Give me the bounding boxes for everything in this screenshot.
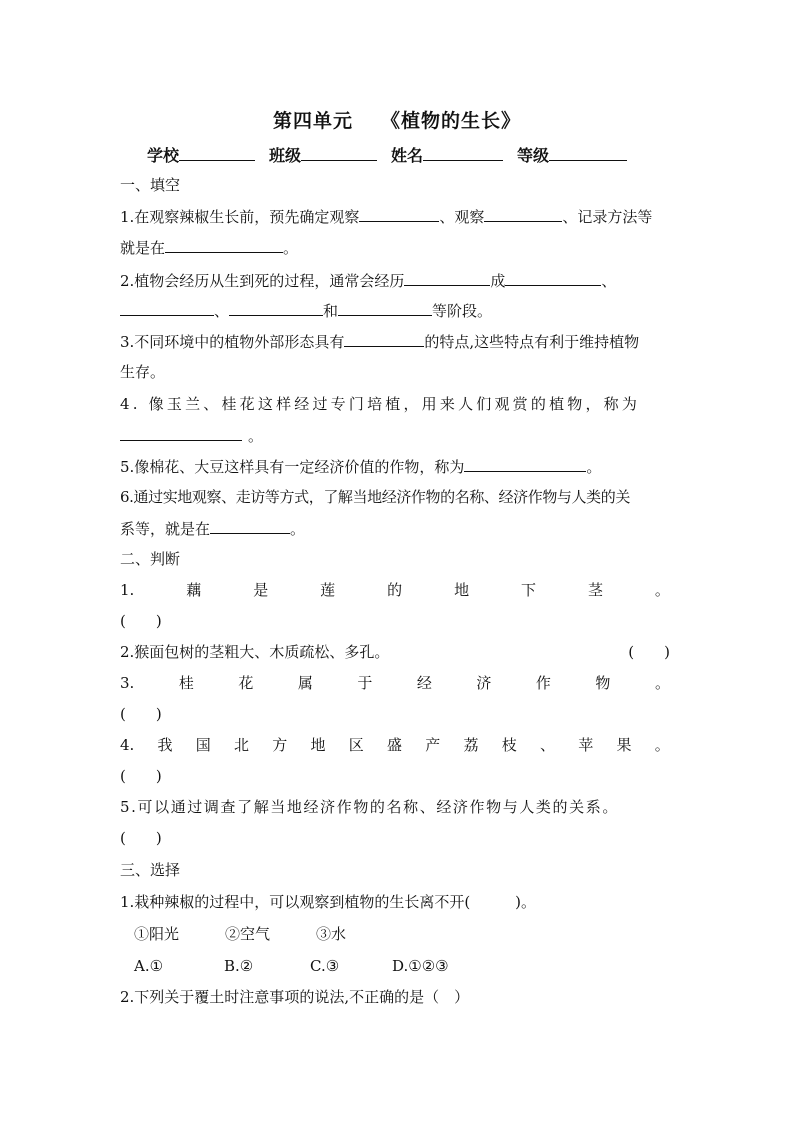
item-sunlight: ①阳光 <box>134 925 180 943</box>
section3-heading: 三、选择 <box>120 861 181 879</box>
q3-text-a: 3.不同环境中的植物外部形态具有 <box>120 333 345 351</box>
q6-text-c: 。 <box>290 520 306 538</box>
j3-char: 属 <box>297 674 313 692</box>
grade-blank[interactable] <box>549 145 627 161</box>
j1-char: 是 <box>253 581 269 599</box>
judge-1-line <box>120 580 670 600</box>
judge-2-answer-paren[interactable]: ( ) <box>628 643 670 661</box>
j3-char: 济 <box>476 674 492 692</box>
j4-char: 我 <box>157 736 173 754</box>
j3-char: 物 <box>595 674 611 692</box>
j1-char: 的 <box>387 581 403 599</box>
j4-char: 区 <box>348 736 364 754</box>
q6-text-b: 系等，就是在 <box>120 520 211 538</box>
q2-text-d: 、 <box>214 302 230 320</box>
q1-blank-1[interactable] <box>359 206 439 222</box>
j3-char: 3. <box>120 674 135 692</box>
question-1-line-1 <box>120 206 652 227</box>
judge-3-line <box>120 673 670 693</box>
j2-text: 2.猴面包树的茎粗大、木质疏松、多孔。 <box>120 643 390 661</box>
q3-blank-1[interactable] <box>344 331 424 347</box>
school-blank[interactable] <box>179 145 255 161</box>
choice-1-options <box>134 956 449 976</box>
judge-1-answer-paren[interactable]: ( ) <box>120 612 162 630</box>
j4-char: 4. <box>120 736 135 754</box>
j4-char: 苹 <box>578 736 594 754</box>
unit-title: 第四单元 <box>272 110 353 132</box>
j4-char: 荔 <box>463 736 479 754</box>
q2-text-f: 等阶段。 <box>432 302 493 320</box>
question-3-line-2: 生存。 <box>120 363 166 381</box>
j1-char: 1. <box>120 581 135 599</box>
q5-blank-1[interactable] <box>464 456 586 472</box>
j1-char: 莲 <box>320 581 336 599</box>
j1-char: 。 <box>654 581 670 599</box>
q1-text-d: 就是在 <box>120 239 166 257</box>
question-4-line-1: 4. 像玉兰、桂花这样经过专门培植，用来人们观赏的植物，称为 <box>120 395 641 413</box>
q1-text-e: 。 <box>283 239 299 257</box>
q2-blank-5[interactable] <box>338 300 432 316</box>
question-1-line-2 <box>120 237 298 258</box>
question-5 <box>120 456 601 477</box>
q5-text-a: 5.像棉花、大豆这样具有一定经济价值的作物，称为 <box>120 458 465 476</box>
option-d[interactable]: D.①②③ <box>392 957 449 975</box>
j4-char: 盛 <box>387 736 403 754</box>
j4-char: 枝 <box>501 736 517 754</box>
j3-char: 桂 <box>178 674 194 692</box>
q1-text-b: 、观察 <box>439 208 485 226</box>
grade-label: 等级 <box>517 146 550 165</box>
j3-char: 作 <box>535 674 551 692</box>
q2-blank-2[interactable] <box>505 270 601 286</box>
class-blank[interactable] <box>301 145 377 161</box>
student-info-row <box>147 143 627 166</box>
q1-blank-2[interactable] <box>484 206 562 222</box>
question-6-line-2 <box>120 518 305 539</box>
j3-char: 花 <box>238 674 254 692</box>
section1-heading: 一、填空 <box>120 176 181 194</box>
j4-char: 地 <box>310 736 326 754</box>
j3-char: 经 <box>416 674 432 692</box>
q2-blank-3[interactable] <box>120 300 214 316</box>
q1-text-c: 、记录方法等 <box>562 208 653 226</box>
question-6-line-1: 6.通过实地观察、走访等方式，了解当地经济作物的名称、经济作物与人类的关 <box>120 488 630 506</box>
q6-blank-1[interactable] <box>210 518 290 534</box>
lesson-title: 《植物的生长》 <box>381 110 522 132</box>
question-3-line-1 <box>120 331 639 352</box>
judge-2-line <box>120 642 670 662</box>
j4-char: 方 <box>272 736 288 754</box>
q2-blank-1[interactable] <box>404 270 490 286</box>
item-air: ②空气 <box>225 925 271 943</box>
q4-blank-1[interactable] <box>120 425 242 441</box>
q2-text-a: 2.植物会经历从生到死的过程，通常会经历 <box>120 272 405 290</box>
judge-3-answer-paren[interactable]: ( ) <box>120 705 162 723</box>
judge-4-line <box>120 735 670 755</box>
judge-5-line: 5.可以通过调查了解当地经济作物的名称、经济作物与人类的关系。 <box>120 798 619 816</box>
j1-char: 下 <box>521 581 537 599</box>
j3-char: 于 <box>357 674 373 692</box>
q2-text-b: 成 <box>490 272 506 290</box>
class-label: 班级 <box>269 146 302 165</box>
q2-text-c: 、 <box>601 272 617 290</box>
q1-text-a: 1.在观察辣椒生长前，预先确定观察 <box>120 208 360 226</box>
page-title <box>0 106 794 133</box>
j4-char: 北 <box>234 736 250 754</box>
q5-text-b: 。 <box>586 458 602 476</box>
choice-2-question: 2.下列关于覆土时注意事项的说法,不正确的是（ ） <box>120 988 470 1006</box>
q2-blank-4[interactable] <box>229 300 323 316</box>
school-label: 学校 <box>147 146 180 165</box>
q1-blank-3[interactable] <box>165 237 283 253</box>
judge-5-answer-paren[interactable]: ( ) <box>120 829 162 847</box>
item-water: ③水 <box>316 925 347 943</box>
choice-1-items <box>134 924 346 944</box>
q4-text-b: 。 <box>248 427 264 445</box>
j1-char: 藕 <box>186 581 202 599</box>
option-a[interactable]: A.① <box>134 957 164 975</box>
option-c[interactable]: C.③ <box>310 957 340 975</box>
j4-char: 国 <box>195 736 211 754</box>
section2-heading: 二、判断 <box>120 550 181 568</box>
name-label: 姓名 <box>391 146 424 165</box>
q2-text-e: 和 <box>323 302 339 320</box>
q3-text-b: 的特点,这些特点有利于维持植物 <box>424 333 640 351</box>
j3-char: 。 <box>654 674 670 692</box>
question-2-line-1 <box>120 270 616 291</box>
j4-char: 产 <box>425 736 441 754</box>
judge-4-answer-paren[interactable]: ( ) <box>120 767 162 785</box>
question-2-line-2 <box>120 300 492 321</box>
j1-char: 地 <box>454 581 470 599</box>
name-blank[interactable] <box>423 145 503 161</box>
j4-char: 、 <box>540 736 556 754</box>
choice-1-question: 1.栽种辣椒的过程中，可以观察到植物的生长离不开( )。 <box>120 893 537 911</box>
question-4-line-2 <box>120 425 263 446</box>
j4-char: 果 <box>616 736 632 754</box>
j4-char: 。 <box>654 736 670 754</box>
option-b[interactable]: B.② <box>224 957 254 975</box>
j1-char: 茎 <box>587 581 603 599</box>
